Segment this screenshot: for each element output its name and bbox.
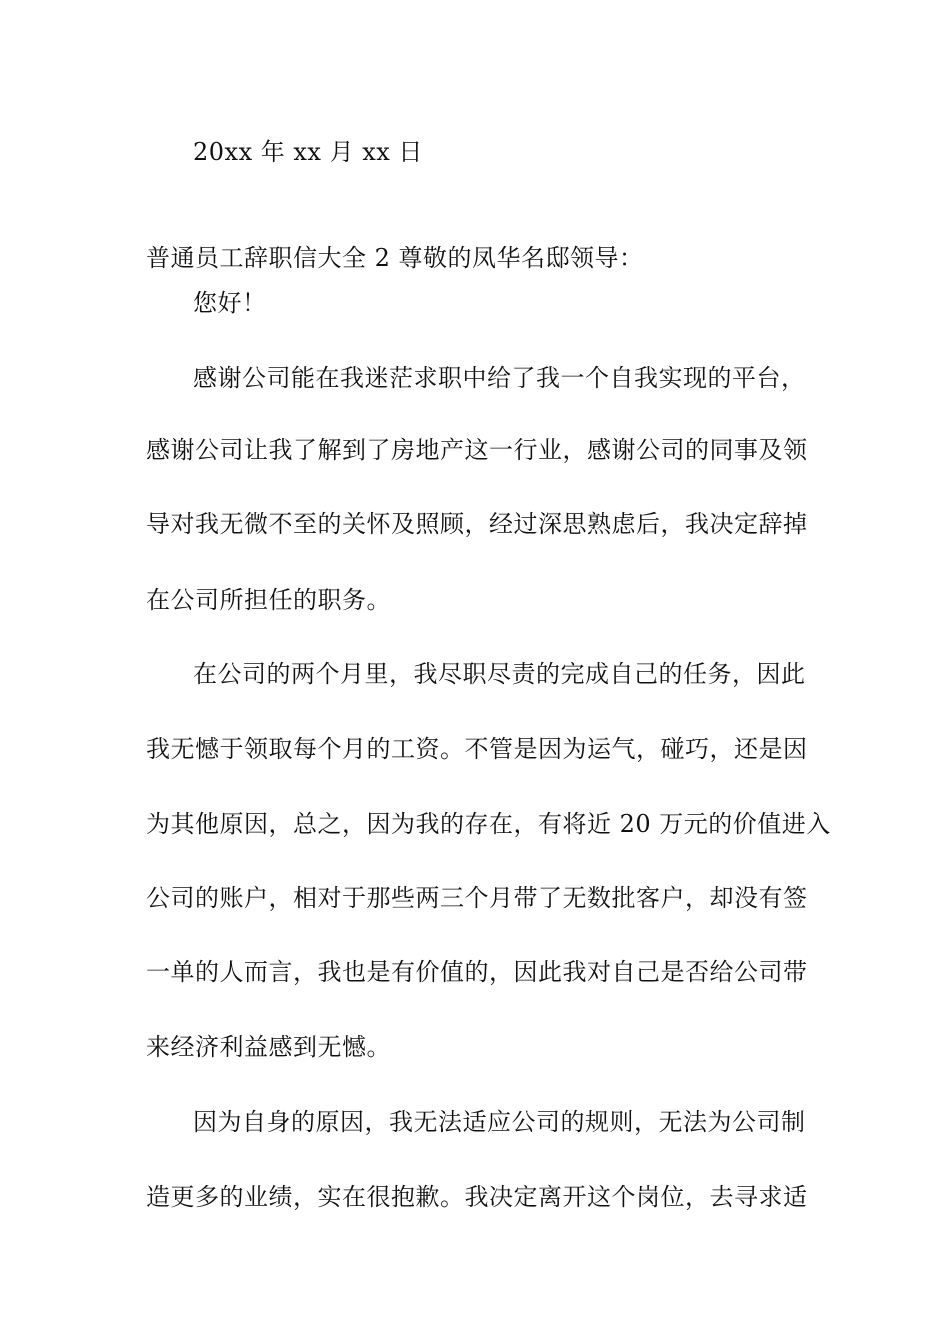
paragraph-2-line-1: 在公司的两个月里，我尽职尽责的完成自己的任务，因此: [193, 660, 806, 688]
paragraph-2-line-3: 为其他原因，总之，因为我的存在，有将近 20 万元的价值进入: [146, 810, 831, 838]
paragraph-2-line-4: 公司的账户，相对于那些两三个月带了无数批客户，却没有签: [146, 884, 808, 912]
paragraph-3-line-1: 因为自身的原因，我无法适应公司的规则，无法为公司制: [193, 1108, 806, 1136]
letter-greeting: 您好！: [193, 289, 267, 317]
paragraph-1-line-2: 感谢公司让我了解到了房地产这一行业，感谢公司的同事及领: [146, 436, 808, 464]
letter-heading: 普通员工辞职信大全 2 尊敬的凤华名邸领导：: [146, 244, 644, 272]
paragraph-2-line-5: 一单的人而言，我也是有价值的，因此我对自己是否给公司带: [146, 958, 808, 986]
paragraph-2-line-2: 我无憾于领取每个月的工资。不管是因为运气，碰巧，还是因: [146, 735, 808, 763]
letter-date: 20xx 年 xx 月 xx 日: [193, 138, 423, 166]
paragraph-1-line-1: 感谢公司能在我迷茫求职中给了我一个自我实现的平台，: [193, 364, 806, 392]
paragraph-2-line-6: 来经济利益感到无憾。: [146, 1033, 391, 1061]
paragraph-3-line-2: 造更多的业绩，实在很抱歉。我决定离开这个岗位，去寻求适: [146, 1183, 808, 1211]
paragraph-1-line-3: 导对我无微不至的关怀及照顾，经过深思熟虑后，我决定辞掉: [146, 510, 808, 538]
paragraph-1-line-4: 在公司所担任的职务。: [146, 586, 391, 614]
